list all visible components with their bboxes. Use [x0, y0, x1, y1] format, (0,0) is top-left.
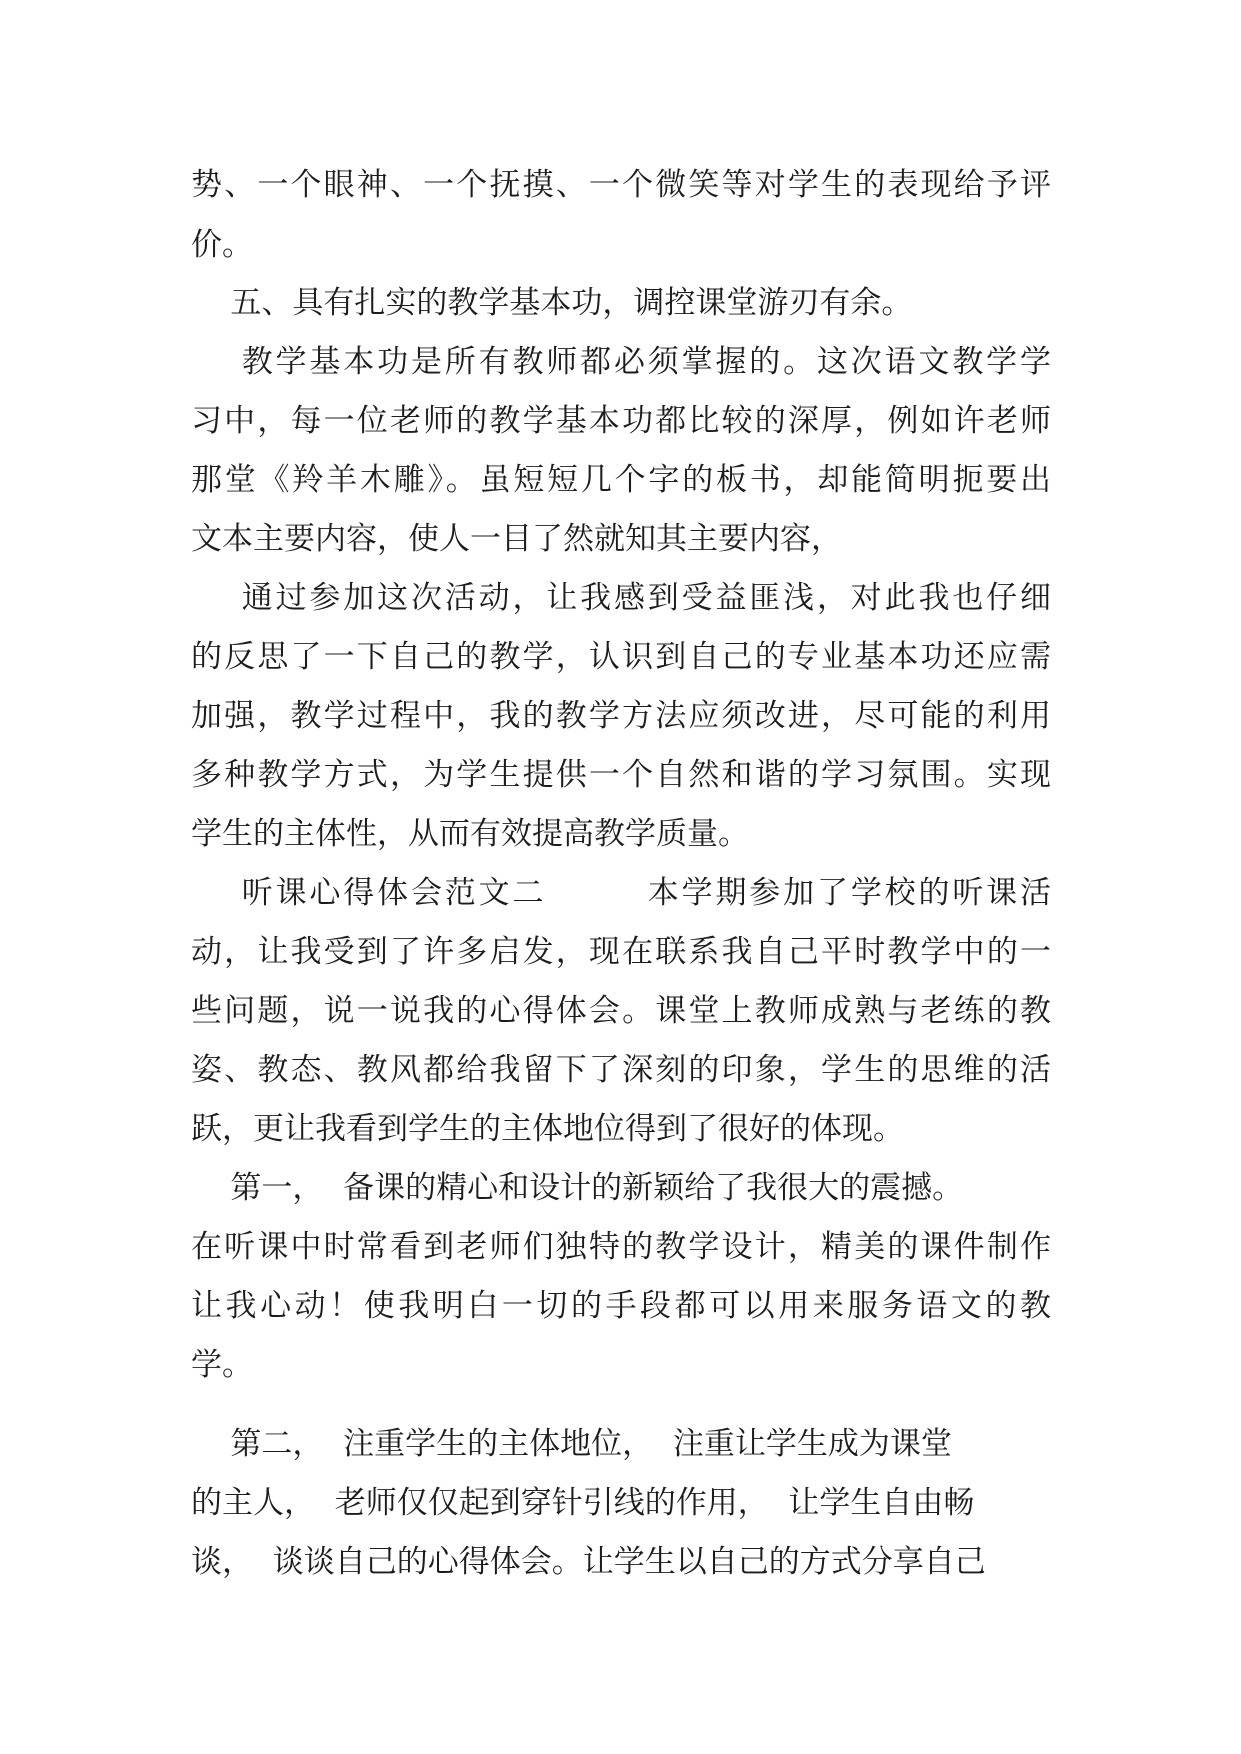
- text-line: 价。: [191, 227, 253, 263]
- text-line: 的主人， 老师仅仅起到穿针引线的作用， 让学生自由畅: [191, 1485, 975, 1521]
- text-line: 加强，教学过程中，我的教学方法应须改进，尽可能的利用: [191, 698, 1051, 734]
- text-line: 学。: [191, 1347, 253, 1383]
- text-line: 文本主要内容，使人一目了然就知其主要内容，: [191, 521, 842, 557]
- text-line: 的反思了一下自己的教学，认识到自己的专业基本功还应需: [191, 639, 1051, 675]
- text-line: 学生的主体性，从而有效提高教学质量。: [191, 816, 749, 852]
- text-line: 让我心动！使我明白一切的手段都可以用来服务语文的教: [191, 1288, 1051, 1324]
- text-line: 第一， 备课的精心和设计的新颖给了我很大的震撼。: [191, 1170, 964, 1206]
- text-line: 跃，更让我看到学生的主体地位得到了很好的体现。: [191, 1111, 904, 1147]
- text-line: 五、具有扎实的教学基本功，调控课堂游刃有余。: [191, 285, 913, 321]
- text-line: 那堂《羚羊木雕》。虽短短几个字的板书，却能简明扼要出: [191, 462, 1051, 498]
- text-line: 习中，每一位老师的教学基本功都比较的深厚，例如许老师: [191, 403, 1051, 439]
- text-line: 教学基本功是所有教师都必须掌握的。这次语文教学学: [191, 344, 1051, 380]
- text-line: 些问题，说一说我的心得体会。课堂上教师成熟与老练的教: [191, 993, 1051, 1029]
- text-line: 在听课中时常看到老师们独特的教学设计，精美的课件制作: [191, 1229, 1051, 1265]
- text-line: 谈， 谈谈自己的心得体会。让学生以自己的方式分享自己: [191, 1544, 986, 1580]
- text-line: 通过参加这次活动，让我感到受益匪浅，对此我也仔细: [191, 580, 1051, 616]
- text-line: 势、一个眼神、一个抚摸、一个微笑等对学生的表现给予评: [191, 167, 1051, 203]
- text-line: 第二， 注重学生的主体地位， 注重让学生成为课堂: [191, 1426, 952, 1462]
- text-line: 多种教学方式，为学生提供一个自然和谐的学习氛围。实现: [191, 757, 1051, 793]
- text-line: 姿、教态、教风都给我留下了深刻的印象，学生的思维的活: [191, 1052, 1051, 1088]
- text-line: 听课心得体会范文二 本学期参加了学校的听课活: [191, 875, 1051, 911]
- text-line: 动，让我受到了许多启发，现在联系我自己平时教学中的一: [191, 934, 1051, 970]
